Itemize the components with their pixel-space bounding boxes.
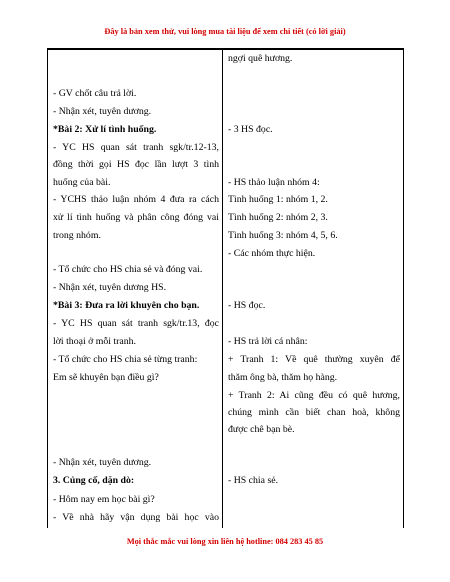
- left-line: huống của bài.: [53, 177, 111, 188]
- right-line: được chê bạn bè.: [228, 424, 295, 435]
- left-line: - Nhận xét, tuyên dương.: [53, 457, 152, 468]
- right-line: ngợi quê hương.: [228, 53, 293, 64]
- right-line: thăm ông bà, thăm họ hàng.: [228, 372, 338, 383]
- left-line: - YCHS thảo luận nhóm 4 đưa ra cách: [53, 194, 219, 205]
- left-line: đồng thời gọi HS đọc lần lượt 3 tình: [53, 159, 219, 170]
- hotline-footer: Mọi thắc mắc vui lòng xin liên hệ hotline: 084 283 45 85: [126, 537, 324, 546]
- right-line: - HS trả lời cá nhân:: [228, 336, 308, 347]
- right-line: chúng mình cần biết chan hoà, không: [228, 407, 400, 418]
- right-line: + Tranh 2: Ai cũng đều có quê hương,: [228, 390, 400, 401]
- right-line: - HS thảo luận nhóm 4:: [228, 177, 320, 188]
- right-line: - HS đọc.: [228, 300, 266, 311]
- exercise-2-heading: *Bài 2: Xử lí tình huống.: [53, 124, 157, 135]
- right-line: Tình huống 1: nhóm 1, 2.: [228, 194, 328, 205]
- table-top-border: [48, 49, 403, 50]
- left-line: xử lí tình huống và phân công đóng vai: [53, 212, 219, 223]
- left-line: - GV chốt câu trả lời.: [53, 88, 137, 99]
- right-line: - HS chia sẻ.: [228, 475, 279, 486]
- left-line: - Nhận xét, tuyên dương.: [53, 106, 152, 117]
- lesson-table: [47, 48, 404, 528]
- left-line: lời thoại ở mỗi tranh.: [53, 336, 137, 347]
- column-divider: [222, 49, 223, 528]
- right-line: - Các nhóm thực hiện.: [228, 248, 316, 259]
- left-line: - YC HS quan sát tranh sgk/tr.13, đọc: [53, 318, 219, 329]
- left-line: - Tổ chức cho HS chia sẻ từng tranh:: [53, 354, 198, 365]
- section-3-heading: 3. Củng cố, dặn dò:: [53, 475, 135, 486]
- left-line: - Nhận xét, tuyên dương HS.: [53, 282, 167, 293]
- left-line: trong nhóm.: [53, 230, 101, 241]
- right-line: Tình huống 2: nhóm 2, 3.: [228, 212, 328, 223]
- right-line: - 3 HS đọc.: [228, 124, 273, 135]
- right-line: + Tranh 1: Về quê thường xuyên để: [228, 354, 400, 365]
- left-line: - Tổ chức cho HS chia sẻ và đóng vai.: [53, 264, 203, 275]
- exercise-3-heading: *Bài 3: Đưa ra lời khuyên cho bạn.: [53, 300, 200, 311]
- left-line: - YC HS quan sát tranh sgk/tr.12-13,: [53, 142, 219, 153]
- left-line: Em sẽ khuyên bạn điều gì?: [53, 372, 159, 383]
- left-line: - Về nhà hãy vận dụng bài học vào: [53, 512, 219, 523]
- left-line: - Hôm nay em học bài gì?: [53, 494, 155, 505]
- right-line: Tình huống 3: nhóm 4, 5, 6.: [228, 230, 338, 241]
- preview-notice: Đây là bản xem thử, vui lòng mua tài liệu để xem chi tiết (có lời giải): [104, 27, 346, 36]
